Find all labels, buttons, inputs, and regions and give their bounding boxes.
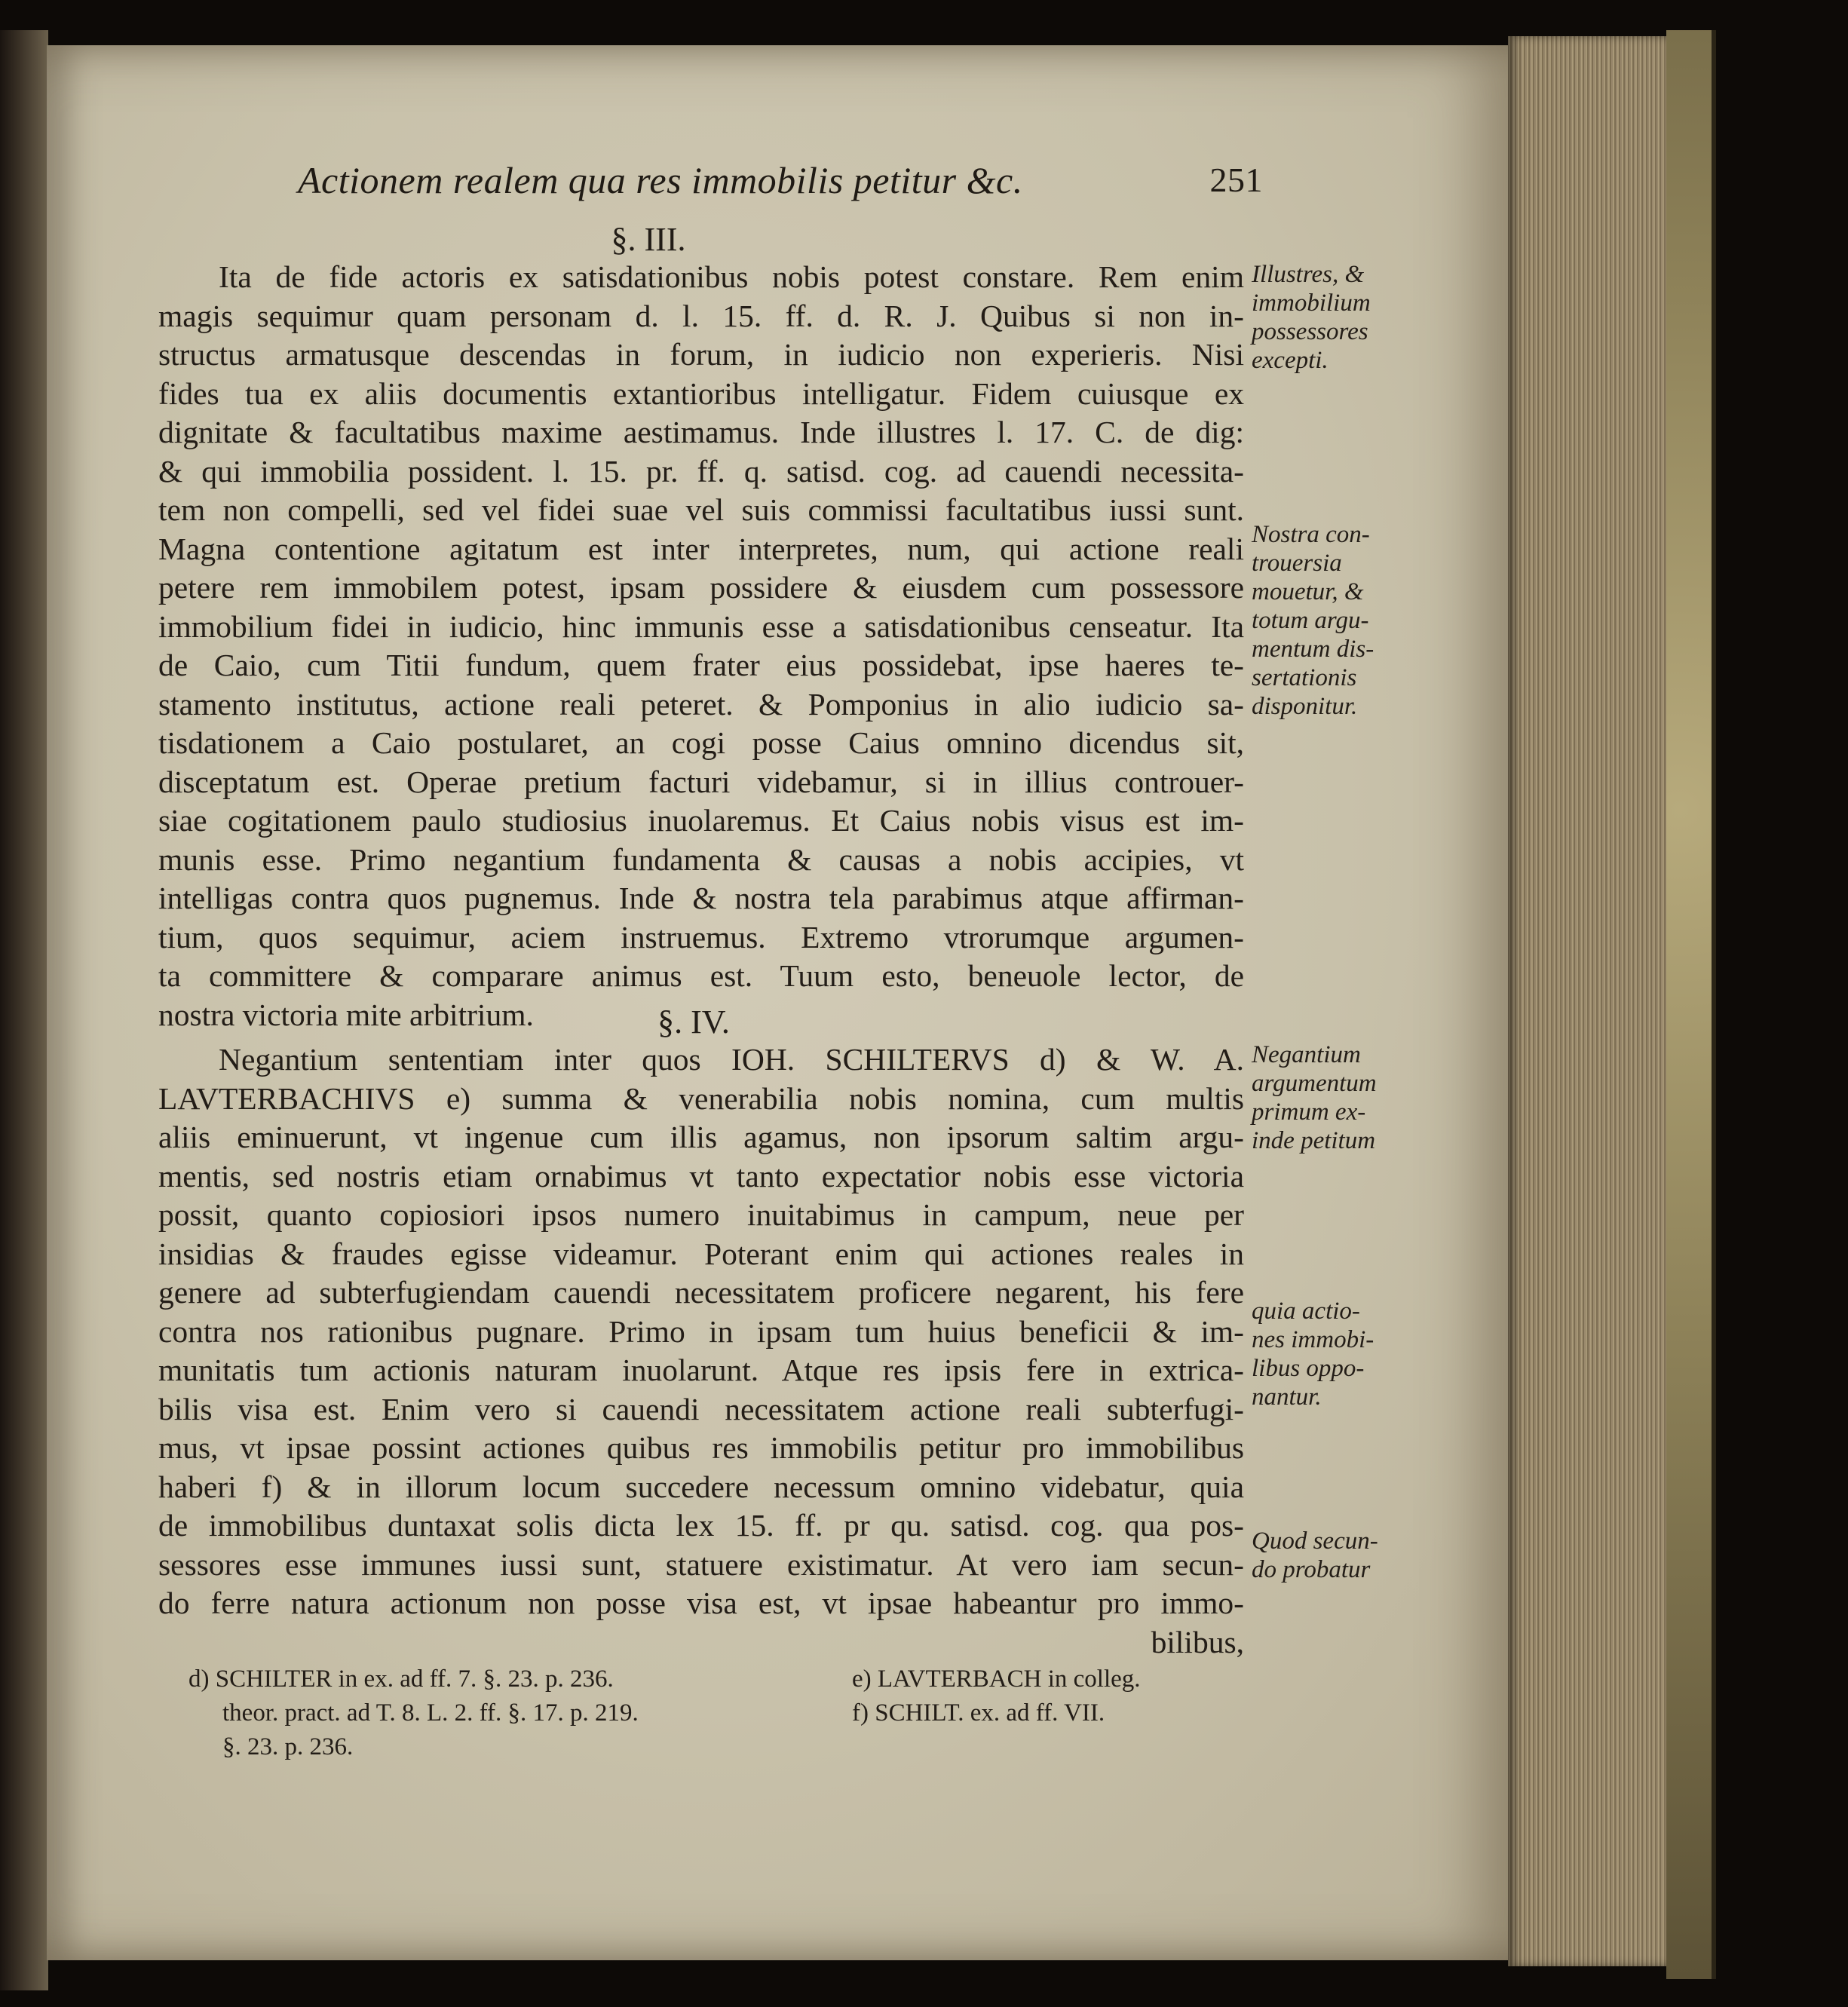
running-head-title: Actionem realem qua res immobilis petitur &c. (298, 159, 1023, 201)
text-line: magis sequimur quam personam d. l. 15. ff. d. R. J. Quibus si non in- (158, 298, 1244, 333)
text-line: stamento institutus, actione reali peteret. & Pomponius in alio iudicio sa- (158, 686, 1244, 722)
footnotes-left (188, 1662, 639, 1764)
margin-note-line: trouersia (1252, 550, 1342, 577)
text-line: bilibus, (1151, 1624, 1244, 1659)
margin-note (1252, 1297, 1417, 1411)
margin-note-line: argumentum (1252, 1070, 1377, 1097)
margin-note-line: Nostra con- (1252, 521, 1370, 548)
margin-note-line: mouetur, & (1252, 578, 1364, 605)
text-line: munitatis tum actionis naturam inuolarunt. Atque res ipsis fere in extrica- (158, 1353, 1244, 1387)
margin-note-line: Negantium (1252, 1041, 1361, 1068)
text-line: disceptatum est. Operae pretium facturi videbamur, si in illius controuer- (158, 764, 1244, 799)
margin-note-line: Quod secun- (1252, 1527, 1378, 1555)
footnote-line: d) SCHILTER in ex. ad ff. 7. §. 23. p. 236. (188, 1665, 614, 1693)
text-line: insidias & fraudes egisse videamur. Poterant enim qui actiones reales in (158, 1236, 1244, 1271)
text-line: genere ad subterfugiendam cauendi necessitatem proficere negarent, his fere (158, 1275, 1244, 1310)
text-line: intelligas contra quos pugnemus. Inde & nostra tela parabimus atque affirman- (158, 881, 1244, 915)
text-line: dignitate & facultatibus maxime aestimamus. Inde illustres l. 17. C. de dig: (158, 415, 1244, 449)
margin-note (1252, 1040, 1417, 1155)
section-heading-3: §. III. (611, 221, 686, 258)
text-line: munis esse. Primo negantium fundamenta & causas a nobis accipies, vt (158, 841, 1244, 877)
page-edges (1508, 36, 1670, 1966)
text-line: immobilium fidei in iudicio, hinc immunis esse a satisdationibus censeatur. Ita (158, 608, 1244, 644)
text-line: do ferre natura actionum non posse visa est, vt ipsae habeantur pro immo- (158, 1586, 1244, 1620)
running-head (298, 158, 1263, 211)
margin-note-line: possessores (1252, 318, 1368, 345)
margin-note-line: disponitur. (1252, 693, 1358, 720)
text-line: tium, quos sequimur, aciem instruemus. Extremo vtrorumque argumen- (158, 919, 1244, 954)
margin-note-line: sertationis (1252, 664, 1357, 691)
text-line: siae cogitationem paulo studiosius inuolaremus. Et Caius nobis visus est im- (158, 803, 1244, 838)
margin-note-line: inde petitum (1252, 1127, 1376, 1154)
book-cover-edge (1666, 30, 1716, 1979)
text-line: de immobilibus duntaxat solis dicta lex 15. ff. pr qu. satisd. cog. qua pos- (158, 1508, 1244, 1543)
text-line: LAVTERBACHIVS e) summa & venerabilia nobis nomina, cum multis (158, 1080, 1244, 1116)
text-line: Magna contentione agitatum est inter interpretes, num, qui actione reali (158, 531, 1244, 566)
text-line: mus, vt ipsae possint actiones quibus res immobilis petitur pro immobilibus (158, 1430, 1244, 1465)
section-3-text (158, 258, 1244, 1034)
margin-note (1252, 1527, 1417, 1584)
page-number: 251 (1209, 161, 1263, 199)
footnote-line: theor. pract. ad T. 8. L. 2. ff. §. 17. p. 219. (222, 1699, 639, 1727)
margin-note-line: do probatur (1252, 1556, 1371, 1583)
margin-note-line: immobilium (1252, 290, 1371, 317)
text-line: aliis eminuerunt, vt ingenue cum illis agamus, non ipsorum saltim argu- (158, 1120, 1244, 1154)
footnote-line: e) LAVTERBACH in colleg. (852, 1665, 1141, 1693)
margin-note (1252, 260, 1417, 375)
margin-note-line: nes immobi- (1252, 1326, 1375, 1353)
margin-note-line: excepti. (1252, 347, 1329, 374)
margin-note-line: libus oppo- (1252, 1355, 1365, 1382)
text-line: sessores esse immunes iussi sunt, statuere existimatur. At vero iam secun- (158, 1546, 1244, 1582)
text-line: nostra victoria mite arbitrium. (158, 997, 534, 1032)
text-line: mentis, sed nostris etiam ornabimus vt tanto expectatior nobis esse victoria (158, 1158, 1244, 1193)
text-line: haberi f) & in illorum locum succedere necessum omnino videbatur, quia (158, 1469, 1244, 1504)
text-line: & qui immobilia possident. l. 15. pr. ff. q. satisd. cog. ad cauendi necessita- (158, 453, 1244, 489)
margin-note-line: totum argu- (1252, 607, 1369, 634)
text-line: tisdationem a Caio postularet, an cogi posse Caius omnino dicendus sit, (158, 725, 1244, 760)
text-line: Negantium sententiam inter quos IOH. SCHILTERVS d) & W. A. (219, 1042, 1244, 1077)
margin-note-line: primum ex- (1252, 1098, 1366, 1126)
footnote-line: §. 23. p. 236. (222, 1733, 354, 1760)
text-line: bilis visa est. Enim vero si cauendi necessitatem actione reali subterfugi- (158, 1391, 1244, 1426)
text-line: ta committere & comparare animus est. Tuum esto, beneuole lector, de (158, 958, 1244, 993)
text-line: fides tua ex aliis documentis extantioribus intelligatur. Fidem cuiusque ex (158, 375, 1244, 411)
text-line: Ita de fide actoris ex satisdationibus nobis potest constare. Rem enim (219, 259, 1244, 294)
text-line: possit, quanto copiosiori ipsos numero inuitabimus in campum, neue per (158, 1197, 1244, 1232)
binding-gutter (0, 30, 48, 1990)
margin-note-line: quia actio- (1252, 1298, 1360, 1325)
margin-note-line: nantur. (1252, 1383, 1322, 1411)
margin-note (1252, 520, 1417, 721)
text-line: tem non compelli, sed vel fidei suae vel suis commissi facultatibus iussi sunt. (158, 492, 1244, 527)
margin-note-line: Illustres, & (1252, 261, 1365, 288)
text-line: petere rem immobilem potest, ipsam possidere & eiusdem cum possessore (158, 570, 1244, 605)
text-line: structus armatusque descendas in forum, in iudicio non experieris. Nisi (158, 337, 1244, 372)
footnote-line: f) SCHILT. ex. ad ff. VII. (852, 1699, 1105, 1727)
footnotes-right (852, 1662, 1141, 1730)
section-heading-4: §. IV. (657, 1004, 730, 1040)
text-line: contra nos rationibus pugnare. Primo in ipsam tum huius beneficii & im- (158, 1313, 1244, 1349)
text-line: de Caio, cum Titii fundum, quem frater eius possidebat, ipse haeres te- (158, 648, 1244, 682)
margin-note-line: mentum dis- (1252, 636, 1375, 663)
section-4-text (158, 1040, 1244, 1662)
